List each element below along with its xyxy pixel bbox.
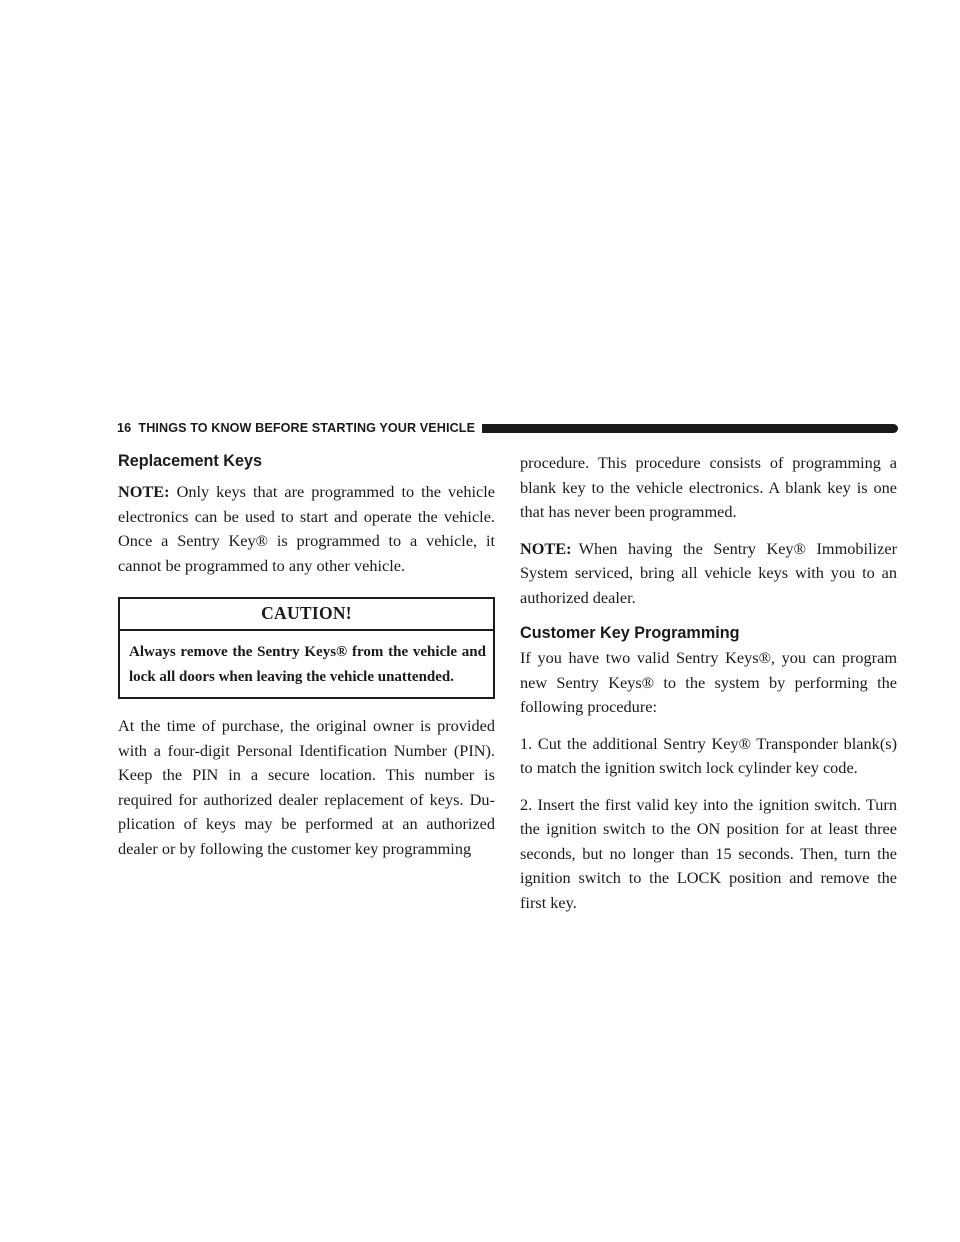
running-header <box>117 420 898 436</box>
note-text-2: When having the Sentry Key® Immobilizer System serviced, bring all vehicle keys with you to an authorized dealer. <box>520 538 897 607</box>
section-title: THINGS TO KNOW BEFORE STARTING YOUR VEHICLE <box>138 421 476 435</box>
pin-paragraph: At the time of purchase, the original owner is provided with a four-digit Personal Identification Number (PIN). Keep the PIN in a secure location. This number is required for authorized dealer replacement of keys. Duplication of keys may be performed at an authorized dealer or by following the customer key programming <box>118 716 495 858</box>
right-column <box>520 451 897 915</box>
caution-body: Always remove the Sentry Keys® from the vehicle and lock all doors when leaving the vehicle unattended. <box>129 644 486 685</box>
note-paragraph <box>118 480 495 578</box>
header-text <box>117 421 475 435</box>
customer-key-programming-heading: Customer Key Programming <box>520 624 740 642</box>
page-number: 16 <box>117 421 132 435</box>
step-2: 2. Insert the first valid key into the ignition switch. Turn the ignition switch to the ON position for at least three seconds, but no longer than 15 seconds. Then, turn the ignition switch to the LOCK position and remove the first key. <box>520 794 897 912</box>
header-rule <box>482 424 898 433</box>
note-label: NOTE: <box>118 482 170 501</box>
caution-title: CAUTION! <box>120 599 493 631</box>
continuation-paragraph: procedure. This procedure consists of programming a blank key to the vehicle electronics. A blank key is one that has never been programmed. <box>520 453 897 521</box>
caution-box <box>118 597 495 699</box>
note-label-2: NOTE: <box>520 538 572 558</box>
replacement-keys-heading: Replacement Keys <box>118 452 262 470</box>
step-1: 1. Cut the additional Sentry Key® Transponder blank(s) to match the ignition switch lock cylinder key code. <box>520 733 897 777</box>
intro-paragraph: If you have two valid Sentry Keys®, you can program new Sentry Keys® to the system by performing the following procedure: <box>520 648 897 716</box>
note-paragraph-2 <box>520 537 897 611</box>
left-column <box>118 450 495 861</box>
note-text: Only keys that are programmed to the vehicle electronics can be used to start and operate the vehicle. Once a Sentry Key® is programmed to a vehicle, it cannot be programmed to any other vehicle. <box>118 482 495 575</box>
